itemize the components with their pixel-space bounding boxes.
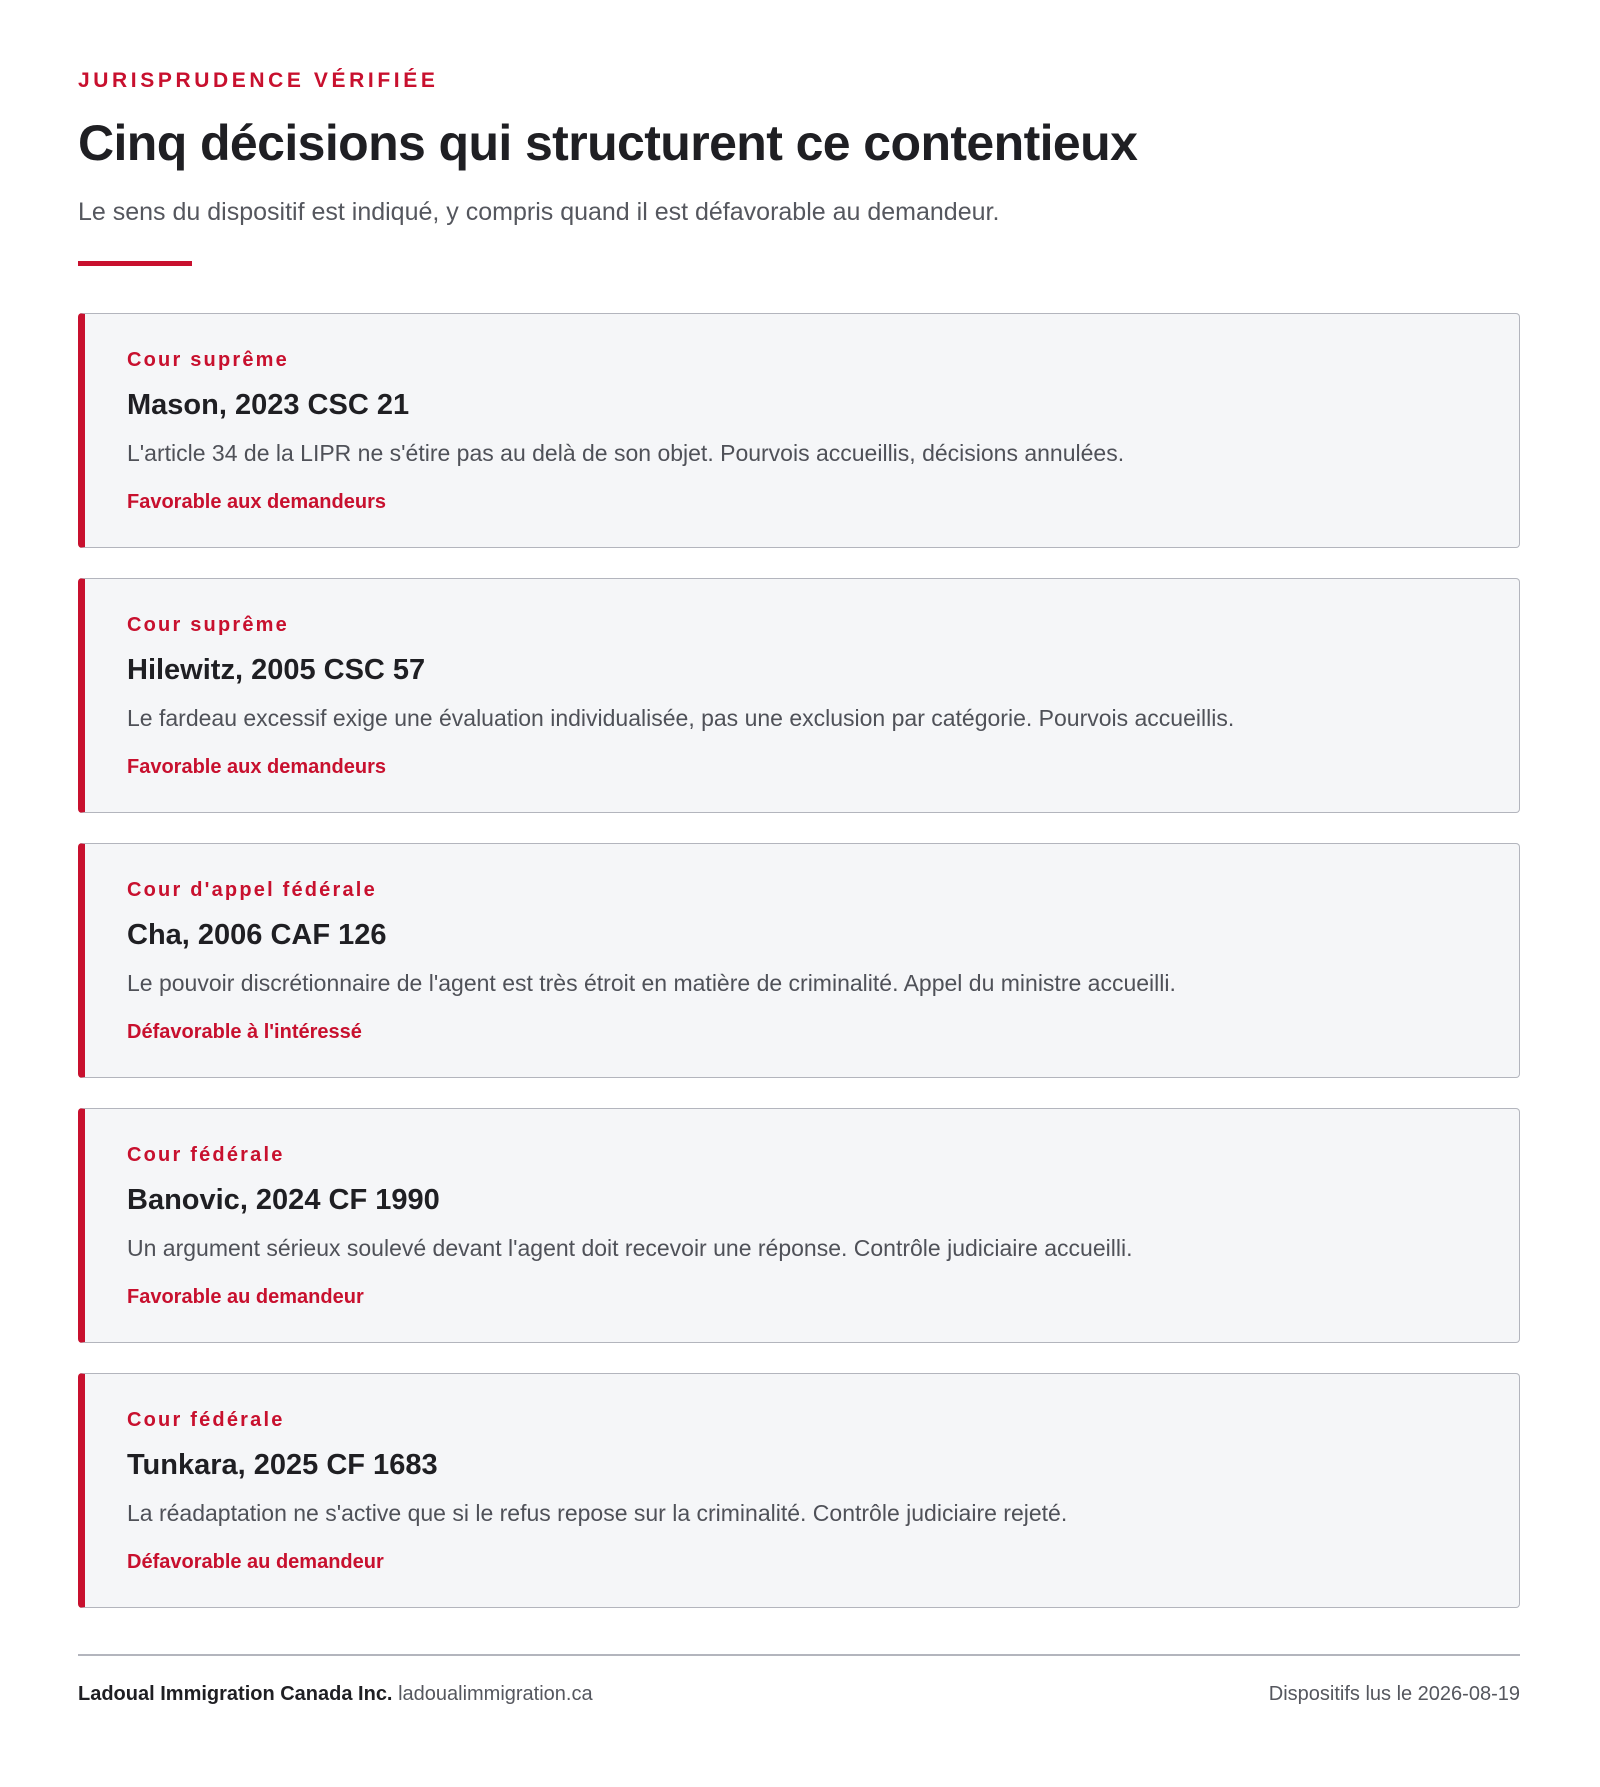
decision-court: Cour suprême [127,349,289,371]
footer-date-note: Dispositifs lus le 2026-08-19 [1268,1683,1520,1705]
decision-card-hilewitz [78,578,1520,813]
decision-outcome: Défavorable à l'intéressé [127,1021,362,1043]
decision-summary: L'article 34 de la LIPR ne s'étire pas au delà de son objet. Pourvois accueillis, décisions annulées. [127,440,1125,466]
footer-company-info [78,1681,593,1707]
decision-case-name: Tunkara, 2025 CF 1683 [127,1449,438,1481]
footer-company-name: Ladoual Immigration Canada Inc. [78,1683,393,1705]
decision-list [78,313,1520,1638]
decision-card-banovic [78,1108,1520,1343]
decision-card-mason [78,313,1520,548]
decision-court: Cour d'appel fédérale [127,879,377,901]
decision-outcome: Favorable aux demandeurs [127,756,386,778]
decision-summary: Le fardeau excessif exige une évaluation individualisée, pas une exclusion par catégorie. Pourvois accueillis. [127,705,1235,731]
decision-case-name: Hilewitz, 2005 CSC 57 [127,654,426,686]
decision-card-cha [78,843,1520,1078]
decision-case-name: Mason, 2023 CSC 21 [127,389,410,421]
page-title: Cinq décisions qui structurent ce contentieux [78,115,1138,171]
decision-summary: Un argument sérieux soulevé devant l'agent doit recevoir une réponse. Contrôle judiciaire accueilli. [127,1235,1133,1261]
decision-outcome: Défavorable au demandeur [127,1551,384,1573]
footer-website-link[interactable]: ladoualimmigration.ca [398,1683,593,1705]
decision-court: Cour fédérale [127,1144,285,1166]
decision-card-tunkara [78,1373,1520,1608]
decision-court: Cour suprême [127,614,289,636]
footer-divider [78,1654,1520,1656]
section-eyebrow: JURISPRUDENCE VÉRIFIÉE [78,69,439,92]
decision-summary: Le pouvoir discrétionnaire de l'agent est très étroit en matière de criminalité. Appel du ministre accueilli. [127,970,1176,996]
page-subtitle: Le sens du dispositif est indiqué, y compris quand il est défavorable au demandeur. [78,198,1000,226]
decision-case-name: Cha, 2006 CAF 126 [127,919,387,951]
decision-case-name: Banovic, 2024 CF 1990 [127,1184,440,1216]
decision-summary: La réadaptation ne s'active que si le refus repose sur la criminalité. Contrôle judiciaire rejeté. [127,1500,1068,1526]
accent-divider [78,261,192,266]
decision-outcome: Favorable au demandeur [127,1286,364,1308]
decision-outcome: Favorable aux demandeurs [127,491,386,513]
decision-court: Cour fédérale [127,1409,285,1431]
